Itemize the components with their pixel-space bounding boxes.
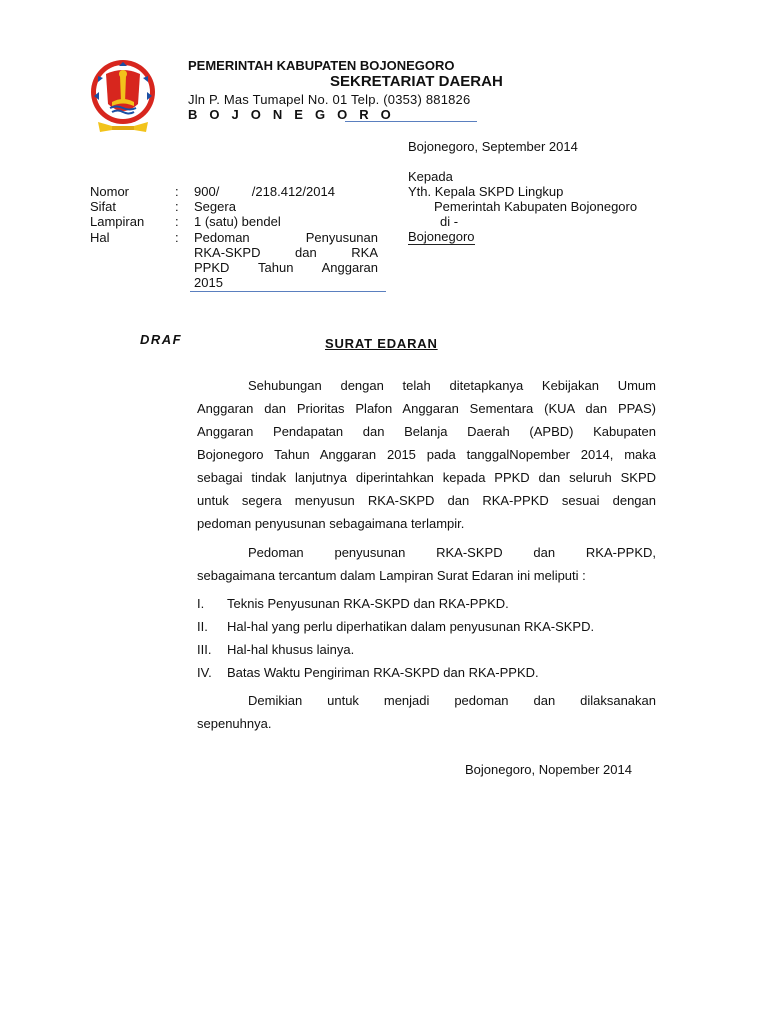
paragraph-line: Anggaran dan Prioritas Plafon Anggaran Sementara (KUA dan PPAS): [197, 401, 656, 416]
letter-date: Bojonegoro, September 2014: [408, 139, 578, 154]
colon: :: [175, 184, 179, 199]
paragraph-3: [197, 689, 656, 735]
colon: :: [175, 230, 179, 245]
recipient-line: Pemerintah Kabupaten Bojonegoro: [434, 199, 638, 214]
to-label: Kepada: [408, 169, 453, 184]
nomor-value: 900/ /218.412/2014: [194, 184, 335, 199]
hal-rule: [190, 291, 386, 292]
letter-title: SURAT EDARAN: [325, 336, 438, 351]
hal-value-line: RKA-SKPD dan RKA: [194, 245, 378, 260]
list-number: III.: [197, 642, 212, 657]
paragraph-2: [197, 541, 656, 587]
sifat-value: Segera: [194, 199, 236, 214]
lampiran-label: Lampiran: [90, 214, 145, 229]
colon: :: [175, 214, 179, 229]
letterhead-rule: [345, 121, 477, 122]
office-address: Jln P. Mas Tumapel No. 01 Telp. (0353) 881826: [188, 92, 471, 107]
list-item: Teknis Penyusunan RKA-SKPD dan RKA-PPKD.: [227, 596, 509, 611]
lampiran-value: 1 (satu) bendel: [194, 214, 281, 229]
hal-value-line: Pedoman Penyusunan: [194, 230, 378, 245]
paragraph-line: sebagai tindak lanjutnya diperintahkan kepada PPKD dan seluruh SKPD: [197, 470, 656, 485]
paragraph-line: Pedoman penyusunan RKA-SKPD dan RKA-PPKD,: [248, 545, 656, 560]
hal-label: Hal: [90, 230, 110, 245]
office-city: B O J O N E G O R O: [188, 107, 395, 122]
paragraph-line: Sehubungan dengan telah ditetapkanya Kebijakan Umum: [248, 378, 656, 393]
list-number: IV.: [197, 665, 212, 680]
recipient-city: Bojonegoro: [408, 229, 475, 244]
hal-value-line: PPKD Tahun Anggaran: [194, 260, 378, 275]
list-item: Hal-hal yang perlu diperhatikan dalam penyusunan RKA-SKPD.: [227, 619, 595, 634]
paragraph-line: sepenuhnya.: [197, 716, 272, 731]
recipient-line: di -: [440, 214, 459, 229]
recipient-line: Yth. Kepala SKPD Lingkup: [408, 184, 564, 199]
paragraph-line: untuk segera menyusun RKA-SKPD dan RKA-PPKD sesuai dengan: [197, 493, 656, 508]
list-number: II.: [197, 619, 208, 634]
hal-value: [194, 230, 378, 290]
paragraph-line: sebagaimana tercantum dalam Lampiran Surat Edaran ini meliputi :: [197, 568, 586, 583]
list-number: I.: [197, 596, 205, 611]
paragraph-line: Demikian untuk menjadi pedoman dan dilaksanakan: [248, 693, 656, 708]
closing-date: Bojonegoro, Nopember 2014: [465, 762, 632, 777]
list-item: Hal-hal khusus lainya.: [227, 642, 355, 657]
paragraph-line: pedoman penyusunan sebagaimana terlampir.: [197, 516, 465, 531]
government-name: PEMERINTAH KABUPATEN BOJONEGORO: [188, 58, 455, 73]
draft-watermark: DRAF: [140, 332, 183, 347]
paragraph-line: Bojonegoro Tahun Anggaran 2015 pada tanggalNopember 2014, maka: [197, 447, 656, 462]
hal-value-line: 2015: [194, 275, 223, 290]
sifat-label: Sifat: [90, 199, 117, 214]
list-item: Batas Waktu Pengiriman RKA-SKPD dan RKA-PPKD.: [227, 665, 539, 680]
colon: :: [175, 199, 179, 214]
regency-emblem-icon: [88, 56, 158, 140]
paragraph-line: Anggaran Pendapatan dan Belanja Daerah (APBD) Kabupaten: [197, 424, 656, 439]
nomor-label: Nomor: [90, 184, 130, 199]
paragraph-1: [197, 374, 656, 535]
office-name: SEKRETARIAT DAERAH: [330, 73, 503, 90]
